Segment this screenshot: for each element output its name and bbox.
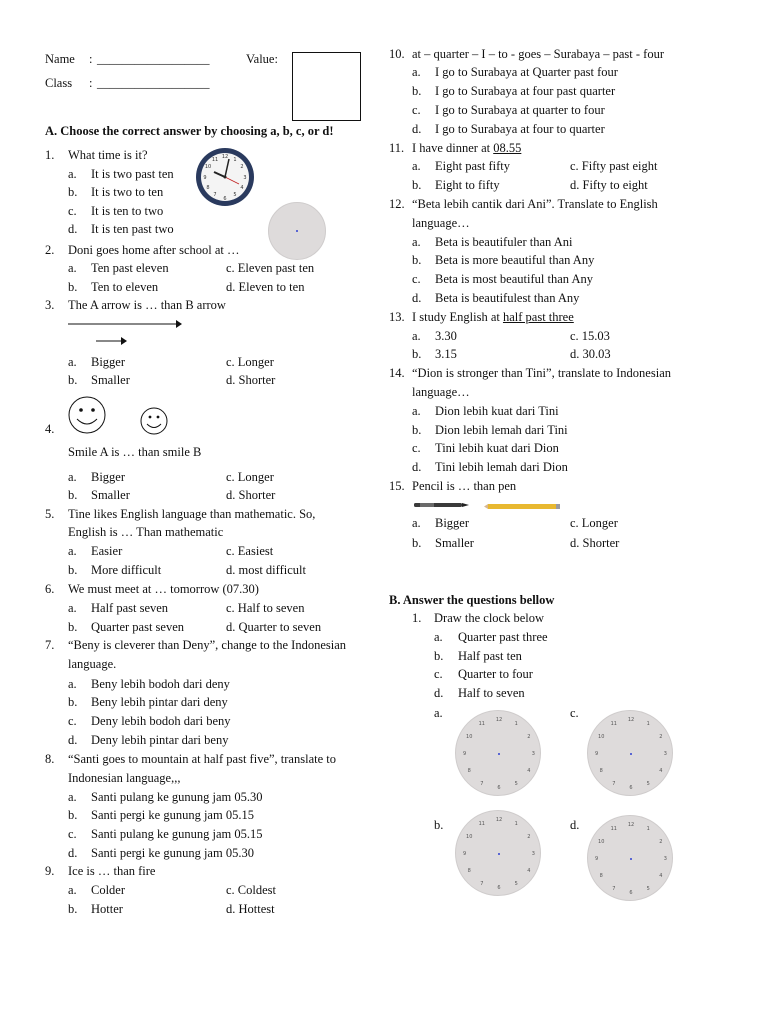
section-b-title: B. Answer the questions bellow xyxy=(389,593,555,607)
q4-text: Smile A is … than smile B xyxy=(68,445,202,459)
q4-option-a[interactable]: Bigger xyxy=(91,470,126,484)
q12-b-letter: b. xyxy=(412,253,422,267)
q14-option-b[interactable]: Dion lebih lemah dari Tini xyxy=(435,423,568,437)
q9-option-c[interactable]: c. Coldest xyxy=(226,883,276,897)
q7-option-c[interactable]: Deny lebih bodoh dari beny xyxy=(91,714,231,728)
q14-b-letter: b. xyxy=(412,423,422,437)
q8-option-d[interactable]: Santi pergi ke gunung jam 05.30 xyxy=(91,846,254,860)
q15-number: 15. xyxy=(389,479,405,493)
clock-numeral: 5 xyxy=(646,885,650,892)
clock-numeral: 9 xyxy=(595,751,599,757)
q6-option-c[interactable]: c. Half to seven xyxy=(226,601,305,615)
q8-text-line1: “Santi goes to mountain at half past five”, translate to xyxy=(68,752,336,766)
q8-option-b[interactable]: Santi pergi ke gunung jam 05.15 xyxy=(91,808,254,822)
q4-number: 4. xyxy=(45,422,55,436)
clock-numeral: 8 xyxy=(599,768,603,775)
q7-a-letter: a. xyxy=(68,677,77,691)
q13-option-a[interactable]: 3.30 xyxy=(435,329,457,343)
q15-option-b[interactable]: Smaller xyxy=(435,536,474,550)
q9-option-d[interactable]: d. Hottest xyxy=(226,902,275,916)
clock-numeral: 1 xyxy=(514,721,518,728)
clock-c-label: c. xyxy=(570,706,579,720)
q5-option-c[interactable]: c. Easiest xyxy=(226,544,274,558)
q2-number: 2. xyxy=(45,243,55,257)
q6-text: We must meet at … tomorrow (07.30) xyxy=(68,582,259,596)
clock-center-dot xyxy=(498,753,500,755)
q8-text-line2: Indonesian language,,, xyxy=(68,771,181,785)
q9-number: 9. xyxy=(45,864,55,878)
b-q1-number: 1. xyxy=(412,611,422,625)
clock-numeral: 8 xyxy=(599,873,603,880)
q1-c-letter: c. xyxy=(68,204,77,218)
q14-c-letter: c. xyxy=(412,441,421,455)
clock-numeral: 2 xyxy=(527,733,531,740)
svg-text:11: 11 xyxy=(211,157,219,163)
clock-numeral: 10 xyxy=(466,733,473,740)
svg-text:3: 3 xyxy=(243,175,247,181)
q7-text-line2: language. xyxy=(68,657,117,671)
q2-option-c[interactable]: c. Eleven past ten xyxy=(226,261,315,275)
clock-numeral: 7 xyxy=(612,885,616,892)
q2-text: Doni goes home after school at … xyxy=(68,243,240,257)
clock-center-dot xyxy=(630,753,632,755)
q12-option-b[interactable]: Beta is more beautiful than Any xyxy=(435,253,595,267)
clock-numeral: 4 xyxy=(527,768,531,775)
q5-option-d[interactable]: d. most difficult xyxy=(226,563,306,577)
clock-numeral: 4 xyxy=(527,868,531,875)
q4-option-b[interactable]: Smaller xyxy=(91,488,130,502)
q5-option-a[interactable]: Easier xyxy=(91,544,123,558)
clock-a-label: a. xyxy=(434,706,443,720)
clock-numeral: 12 xyxy=(495,716,503,723)
q13-number: 13. xyxy=(389,310,405,324)
q13-text-prefix: I study English at xyxy=(412,310,500,324)
q13-underlined-time: half past three xyxy=(502,310,574,324)
name-field[interactable]: __________________ xyxy=(97,52,210,66)
svg-text:10: 10 xyxy=(204,164,212,170)
class-colon: : xyxy=(89,76,93,90)
q7-d-letter: d. xyxy=(68,733,78,747)
q9-a-letter: a. xyxy=(68,883,77,897)
q12-option-d[interactable]: Beta is beautifulest than Any xyxy=(435,291,580,305)
q11-text-prefix: I have dinner at xyxy=(412,141,491,155)
clock-numeral: 2 xyxy=(659,838,663,845)
q7-text-line1: “Beny is cleverer than Deny”, change to the Indonesian xyxy=(68,638,347,652)
b-q1-c-letter: c. xyxy=(434,667,443,681)
clock-d-label: d. xyxy=(570,818,580,832)
clock-numeral: 9 xyxy=(463,751,467,757)
b-q1-d-letter: d. xyxy=(434,686,444,700)
clock-numeral: 3 xyxy=(663,856,667,862)
q12-a-letter: a. xyxy=(412,235,421,249)
clock-numeral: 7 xyxy=(612,780,616,787)
q7-option-a[interactable]: Beny lebih bodoh dari deny xyxy=(91,677,230,691)
pencil-icon xyxy=(484,502,564,512)
b-q1-text: Draw the clock below xyxy=(434,611,545,625)
b-q1-option-b: Half past ten xyxy=(458,649,522,663)
q2-b-letter: b. xyxy=(68,280,78,294)
clock-numeral: 5 xyxy=(514,780,518,787)
q13-option-b[interactable]: 3.15 xyxy=(435,347,457,361)
q8-c-letter: c. xyxy=(68,827,77,841)
q3-option-a[interactable]: Bigger xyxy=(91,355,126,369)
clock-numeral: 11 xyxy=(478,821,485,828)
svg-text:8: 8 xyxy=(206,185,210,191)
clock-numeral: 7 xyxy=(480,880,484,887)
q9-text: Ice is … than fire xyxy=(68,864,156,878)
q3-option-c[interactable]: c. Longer xyxy=(226,355,274,369)
clock-numeral: 9 xyxy=(463,851,467,857)
pen-icon xyxy=(412,500,470,510)
q15-option-a[interactable]: Bigger xyxy=(435,516,470,530)
q6-option-a[interactable]: Half past seven xyxy=(91,601,169,615)
arrow-b-icon xyxy=(96,335,128,347)
q13-b-letter: b. xyxy=(412,347,422,361)
q13-option-c[interactable]: c. 15.03 xyxy=(570,329,610,343)
clock-numeral: 2 xyxy=(659,733,663,740)
clock-numeral: 1 xyxy=(646,826,650,833)
q4-option-c[interactable]: c. Longer xyxy=(226,470,274,484)
q11-a-letter: a. xyxy=(412,159,421,173)
svg-text:9: 9 xyxy=(203,175,207,181)
clock-center-dot xyxy=(630,858,632,860)
q6-option-b[interactable]: Quarter past seven xyxy=(91,620,185,634)
value-label: Value: xyxy=(246,52,278,66)
svg-text:7: 7 xyxy=(213,192,217,198)
clock-numeral: 6 xyxy=(629,890,633,897)
smile-a-icon xyxy=(67,395,107,435)
q5-text-line1: Tine likes English language than mathematic. So, xyxy=(68,507,316,521)
q3-option-b[interactable]: Smaller xyxy=(91,373,130,387)
q8-b-letter: b. xyxy=(68,808,78,822)
clock-numeral: 12 xyxy=(495,816,503,823)
q7-number: 7. xyxy=(45,638,55,652)
q15-a-letter: a. xyxy=(412,516,421,530)
q10-a-letter: a. xyxy=(412,65,421,79)
q3-option-d[interactable]: d. Shorter xyxy=(226,373,276,387)
clock-numeral: 10 xyxy=(598,733,605,740)
q13-option-d[interactable]: d. 30.03 xyxy=(570,347,611,361)
q7-b-letter: b. xyxy=(68,695,78,709)
q11-number: 11. xyxy=(389,141,405,155)
q8-number: 8. xyxy=(45,752,55,766)
q6-a-letter: a. xyxy=(68,601,77,615)
q10-option-a[interactable]: I go to Surabaya at Quarter past four xyxy=(435,65,618,79)
q15-b-letter: b. xyxy=(412,536,422,550)
q1-option-c[interactable]: It is ten to two xyxy=(91,204,164,218)
q11-option-a[interactable]: Eight past fifty xyxy=(435,159,510,173)
clock-numeral: 3 xyxy=(663,751,667,757)
clock-numeral: 9 xyxy=(595,856,599,862)
q11-option-d[interactable]: d. Fifty to eight xyxy=(570,178,648,192)
q1-option-d[interactable]: It is ten past two xyxy=(91,222,174,236)
clock-center-dot xyxy=(498,853,500,855)
q2-option-b[interactable]: Ten to eleven xyxy=(91,280,159,294)
q12-c-letter: c. xyxy=(412,272,421,286)
clock-numeral: 12 xyxy=(627,821,635,828)
q11-text xyxy=(412,141,521,156)
value-box[interactable] xyxy=(292,52,361,121)
q10-option-b[interactable]: I go to Surabaya at four past quarter xyxy=(435,84,616,98)
q2-a-letter: a. xyxy=(68,261,77,275)
clock-numeral: 4 xyxy=(659,873,663,880)
q1-b-letter: b. xyxy=(68,185,78,199)
svg-text:6: 6 xyxy=(223,196,227,202)
q13-a-letter: a. xyxy=(412,329,421,343)
q8-option-a[interactable]: Santi pulang ke gunung jam 05.30 xyxy=(91,790,263,804)
clock-numeral: 8 xyxy=(467,868,471,875)
clock-b-label: b. xyxy=(434,818,444,832)
q3-a-letter: a. xyxy=(68,355,77,369)
q14-number: 14. xyxy=(389,366,405,380)
svg-text:5: 5 xyxy=(233,192,237,198)
q14-option-c[interactable]: Tini lebih kuat dari Dion xyxy=(435,441,559,455)
q5-text-line2: English is … Than mathematic xyxy=(68,525,224,539)
q6-number: 6. xyxy=(45,582,55,596)
q10-number: 10. xyxy=(389,47,405,61)
q11-b-letter: b. xyxy=(412,178,422,192)
q9-b-letter: b. xyxy=(68,902,78,916)
q8-d-letter: d. xyxy=(68,846,78,860)
q4-option-d[interactable]: d. Shorter xyxy=(226,488,276,502)
clock-numeral: 12 xyxy=(627,716,635,723)
clock-numeral: 6 xyxy=(497,785,501,792)
q5-a-letter: a. xyxy=(68,544,77,558)
q1-text: What time is it? xyxy=(68,148,148,162)
clock-numeral: 7 xyxy=(480,780,484,787)
clock-numeral: 3 xyxy=(531,851,535,857)
q3-text: The A arrow is … than B arrow xyxy=(68,298,226,312)
smile-b-icon xyxy=(139,406,169,436)
q14-text-line1: “Dion is stronger than Tini”, translate to Indonesian xyxy=(412,366,671,380)
b-q1-b-letter: b. xyxy=(434,649,444,663)
clock-numeral: 6 xyxy=(497,885,501,892)
q11-underlined-time: 08.55 xyxy=(493,141,522,155)
clock-numeral: 11 xyxy=(610,826,617,833)
q4-b-letter: b. xyxy=(68,488,78,502)
q1-option-b[interactable]: It is two to ten xyxy=(91,185,164,199)
blank-clock-d[interactable] xyxy=(587,815,673,901)
q12-option-a[interactable]: Beta is beautifuler than Ani xyxy=(435,235,573,249)
q1-d-letter: d. xyxy=(68,222,78,236)
blank-clock-c[interactable] xyxy=(587,710,673,796)
b-q1-option-d: Half to seven xyxy=(458,686,525,700)
q6-option-d[interactable]: d. Quarter to seven xyxy=(226,620,322,634)
clock-numeral: 6 xyxy=(629,785,633,792)
svg-text:4: 4 xyxy=(240,185,244,191)
q10-d-letter: d. xyxy=(412,122,422,136)
q14-option-d[interactable]: Tini lebih lemah dari Dion xyxy=(435,460,568,474)
class-label: Class xyxy=(45,76,73,90)
q10-option-d[interactable]: I go to Surabaya at four to quarter xyxy=(435,122,605,136)
q14-option-a[interactable]: Dion lebih kuat dari Tini xyxy=(435,404,559,418)
q14-text-line2: language… xyxy=(412,385,470,399)
q9-option-b[interactable]: Hotter xyxy=(91,902,123,916)
q6-b-letter: b. xyxy=(68,620,78,634)
q11-option-b[interactable]: Eight to fifty xyxy=(435,178,500,192)
b-q1-a-letter: a. xyxy=(434,630,443,644)
q2-option-a[interactable]: Ten past eleven xyxy=(91,261,169,275)
svg-text:12: 12 xyxy=(221,154,229,160)
b-q1-option-c: Quarter to four xyxy=(458,667,533,681)
q12-d-letter: d. xyxy=(412,291,422,305)
q15-text: Pencil is … than pen xyxy=(412,479,517,493)
q12-text-line2: language… xyxy=(412,216,470,230)
q1-a-letter: a. xyxy=(68,167,77,181)
q7-option-d[interactable]: Deny lebih pintar dari beny xyxy=(91,733,229,747)
q12-text-line1: “Beta lebih cantik dari Ani”. Translate to English xyxy=(412,197,658,211)
wall-clock-icon xyxy=(195,146,255,208)
clock-numeral: 4 xyxy=(659,768,663,775)
arrow-a-icon xyxy=(68,318,183,330)
clock-numeral: 10 xyxy=(466,833,473,840)
clock-numeral: 5 xyxy=(646,780,650,787)
b-q1-option-a: Quarter past three xyxy=(458,630,548,644)
q11-option-c[interactable]: c. Fifty past eight xyxy=(570,159,658,173)
q8-a-letter: a. xyxy=(68,790,77,804)
q14-d-letter: d. xyxy=(412,460,422,474)
clock-numeral: 11 xyxy=(610,721,617,728)
clock-numeral: 1 xyxy=(646,721,650,728)
blank-clock-a[interactable] xyxy=(455,710,541,796)
q1-number: 1. xyxy=(45,148,55,162)
class-field[interactable]: __________________ xyxy=(97,76,210,90)
q14-a-letter: a. xyxy=(412,404,421,418)
q2-option-d[interactable]: d. Eleven to ten xyxy=(226,280,305,294)
q5-option-b[interactable]: More difficult xyxy=(91,563,162,577)
q10-b-letter: b. xyxy=(412,84,422,98)
q15-option-d[interactable]: d. Shorter xyxy=(570,536,620,550)
svg-text:1: 1 xyxy=(233,157,237,163)
q7-option-b[interactable]: Beny lebih pintar dari deny xyxy=(91,695,228,709)
q8-option-c[interactable]: Santi pulang ke gunung jam 05.15 xyxy=(91,827,263,841)
q12-option-c[interactable]: Beta is most beautiful than Any xyxy=(435,272,593,286)
q10-text: at – quarter – I – to - goes – Surabaya – past - four xyxy=(412,47,665,61)
q5-b-letter: b. xyxy=(68,563,78,577)
q3-b-letter: b. xyxy=(68,373,78,387)
clock-center-dot xyxy=(296,230,298,232)
clock-numeral: 10 xyxy=(598,838,605,845)
clock-numeral: 1 xyxy=(514,821,518,828)
q4-a-letter: a. xyxy=(68,470,77,484)
q7-c-letter: c. xyxy=(68,714,77,728)
name-colon: : xyxy=(89,52,93,66)
q13-text xyxy=(412,310,574,325)
clock-numeral: 11 xyxy=(478,721,485,728)
svg-text:2: 2 xyxy=(240,164,244,170)
q5-number: 5. xyxy=(45,507,55,521)
name-label: Name xyxy=(45,52,75,66)
q12-number: 12. xyxy=(389,197,405,211)
q10-option-c[interactable]: I go to Surabaya at quarter to four xyxy=(435,103,605,117)
clock-numeral: 5 xyxy=(514,880,518,887)
blank-clock-b[interactable] xyxy=(455,810,541,896)
q1-option-a[interactable]: It is two past ten xyxy=(91,167,174,181)
q15-option-c[interactable]: c. Longer xyxy=(570,516,618,530)
q10-c-letter: c. xyxy=(412,103,421,117)
clock-numeral: 3 xyxy=(531,751,535,757)
clock-numeral: 2 xyxy=(527,833,531,840)
section-a-title: A. Choose the correct answer by choosing a, b, c, or d! xyxy=(45,124,334,138)
clock-numeral: 8 xyxy=(467,768,471,775)
q3-number: 3. xyxy=(45,298,55,312)
blank-clock-q1[interactable] xyxy=(268,202,326,260)
q9-option-a[interactable]: Colder xyxy=(91,883,126,897)
